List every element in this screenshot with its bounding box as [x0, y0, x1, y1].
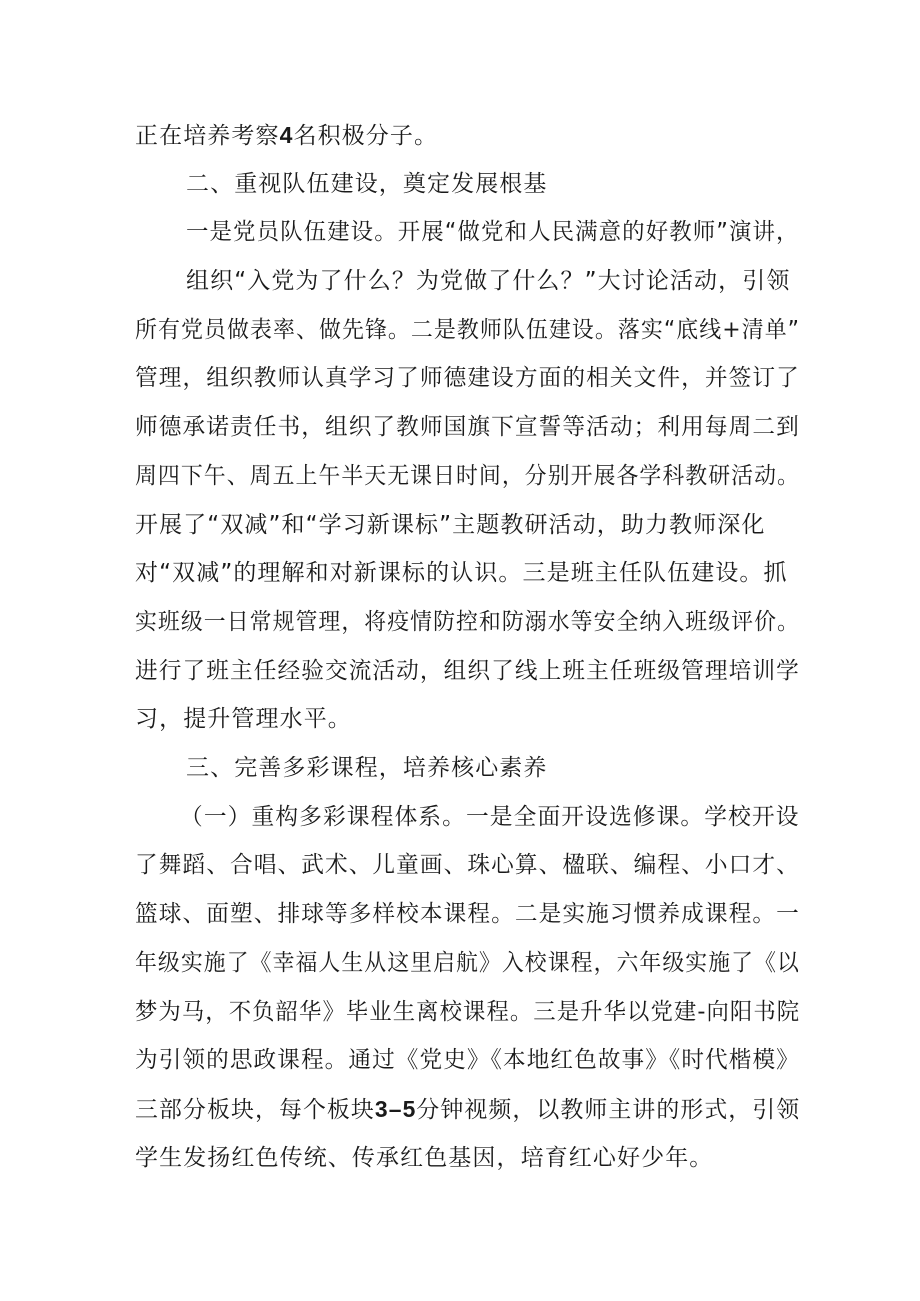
- paragraph-line: 为引领的思政课程。通过《党史》《本地红色故事》《时代楷模》: [135, 1047, 800, 1073]
- paragraph-line: 周四下午、周五上午半天无课日时间，分别开展各学科教研活动。: [135, 463, 800, 489]
- paragraph-line: （一）重构多彩课程体系。一是全面开设选修课。学校开设: [180, 804, 800, 830]
- text-segment: 名积极分子。: [293, 123, 439, 149]
- paragraph-line: 组织“入党为了什么？为党做了什么？”大讨论活动，引领: [186, 268, 791, 294]
- paragraph-line: 了舞蹈、合唱、武术、儿童画、珠心算、楹联、编程、小口才、: [135, 852, 800, 878]
- paragraph-line: 对“双减”的理解和对新课标的认识。三是班主任队伍建设。抓: [135, 560, 788, 586]
- paragraph-line: 管理，组织教师认真学习了师德建设方面的相关文件，并签订了: [135, 365, 800, 391]
- paragraph-line: 师德承诺责任书，组织了教师国旗下宣誓等活动；利用每周二到: [135, 414, 800, 440]
- text-segment: 分钟视频，以教师主讲的形式，引领: [416, 1097, 801, 1123]
- paragraph-line: 所有党员做表率、做先锋。二是教师队伍建设。落实“底线+清单”: [135, 317, 801, 343]
- paragraph-line: 进行了班主任经验交流活动，组织了线上班主任班级管理培训学: [135, 658, 800, 684]
- count-value: 4: [279, 122, 294, 148]
- paragraph-line: 实班级一日常规管理，将疫情防控和防溺水等安全纳入班级评价。: [135, 609, 800, 635]
- text-segment: 三部分板块，每个板块: [135, 1097, 375, 1123]
- paragraph-line: 开展了“双减”和“学习新课标”主题教研活动，助力教师深化: [135, 512, 766, 538]
- paragraph-line: [135, 1094, 800, 1125]
- paragraph-line: 一是党员队伍建设。开展“做党和人民满意的好教师”演讲，: [186, 219, 800, 245]
- text-segment: 正在培养考察: [135, 123, 280, 149]
- paragraph-line: 学生发扬红色传统、传承红色基因，培育红心好少年。: [135, 1145, 714, 1171]
- paragraph-line: 梦为马，不负韶华》毕业生离校课程。三是升华以党建-向阳书院: [135, 999, 801, 1025]
- duration-range: 3–5: [374, 1096, 417, 1122]
- paragraph-line: 习，提升管理水平。: [135, 706, 352, 732]
- section-heading: 二、重视队伍建设，奠定发展根基: [186, 171, 548, 197]
- paragraph-line: [135, 120, 438, 151]
- paragraph-line: 篮球、面塑、排球等多样校本课程。二是实施习惯养成课程。一: [135, 901, 800, 927]
- paragraph-line: 年级实施了《幸福人生从这里启航》入校课程，六年级实施了《以: [135, 950, 800, 976]
- section-heading: 三、完善多彩课程，培养核心素养: [186, 755, 548, 781]
